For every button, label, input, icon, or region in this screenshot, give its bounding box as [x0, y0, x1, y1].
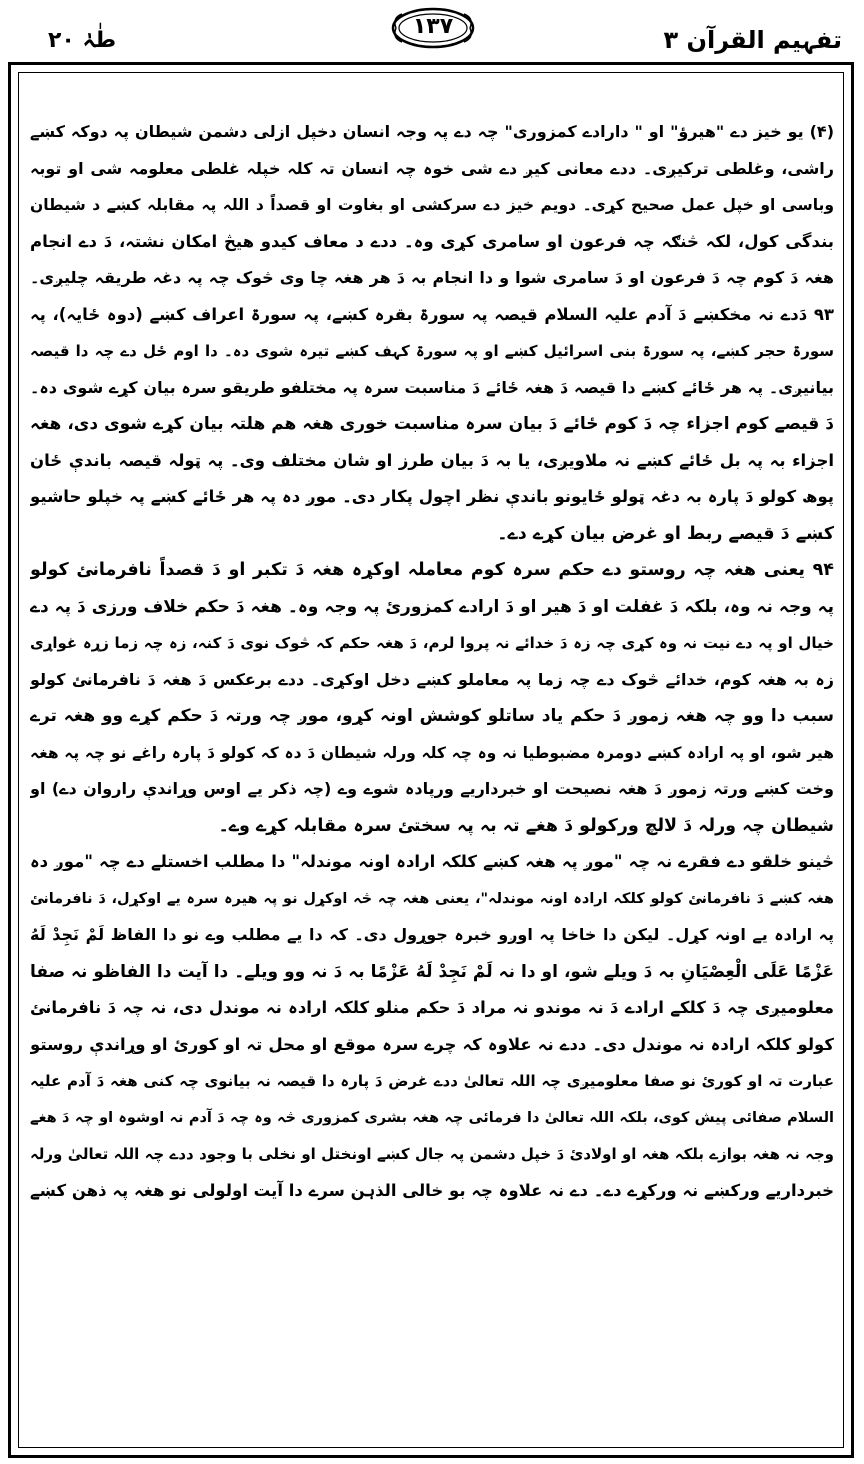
text-line: کښے دَ قیصے ربط او غرض بیان کړے دے۔ — [497, 523, 834, 544]
surah-label: طٰہٰ ۲۰ — [48, 28, 117, 53]
text-line: بیانیږی۔ پہ ھر ځائے کښے دا قیصہ دَ ھغہ ځائے دَ مناسبت سرہ پہ مختلفو طریقو سرہ بیان کړے شوی دہ۔ — [30, 377, 834, 397]
text-line: عَزْمًا عَلَى الْعِصْيَانِ بہ دَ ویلے شو، او دا نہ لَمْ نَجِدْ لَهُ عَزْمًا بہ دَ نہ وو ویلے۔ دا آیت دا الفاظو نہ صفا — [30, 961, 834, 982]
commentary-body — [30, 114, 834, 1209]
text-line: السلام صفائی پیش کوی، بلکہ اللہ تعالیٰ دا فرمائی چہ ھغہ بشری کمزوری څہ وہ چہ دَ آدم نہ اوشوہ او چہ دَ ھغے — [30, 1109, 834, 1126]
text-line: سورۃ حجر کښے، پہ سورۃ بنی اسرائیل کښے او پہ سورۃ کہف کښے تیرہ شوی دہ۔ دا اوم ځل دے چہ دا قیصہ — [30, 342, 834, 360]
text-line: راشی، وغلطی ترکیږی۔ ددے معانی کیږ دے شی خوہ چہ انسان تہ کلہ خپلہ غلطی معلومہ شی او توبہ — [30, 158, 834, 178]
paragraph-note-94 — [30, 552, 834, 844]
text-line: څینو خلقو دے فقرے نہ چہ "موږ پہ ھغہ کښے کلکہ ارادہ اونہ موندلہ" دا مطلب اخستلے دے چہ "موږ دہ — [30, 852, 834, 871]
text-line: زہ بہ ھغہ کوم، خدائے څوک دے چہ زما پہ معاملو کښے دخل اوکړی۔ ددے برعکس دَ ھغہ دَ نافرمانئ کولو — [30, 669, 834, 689]
text-line: اجزاء بہ پہ بل ځائے کښے نہ ملاویږی، یا بہ دَ بیان طرز او شان مختلف وی۔ پہ ټولہ قیصہ باندې ځان — [30, 450, 834, 470]
text-line: کولو کلکہ ارادہ نہ موندل دی۔ ددے نہ علاوہ کہ چرے سرہ موقع او محل تہ او کورئ او وړاندې روستو — [30, 1034, 834, 1054]
page-number-badge — [390, 6, 476, 50]
text-line: دَ قیصے کوم اجزاء چہ دَ کوم ځائے دَ بیان سرہ مناسبت خوری ھغہ ھم ھلتہ بیان کړے شوی دی، ھغہ — [30, 414, 834, 434]
paragraph-note-4 — [30, 114, 834, 297]
paragraph-note-93 — [30, 297, 834, 553]
text-line: ھغہ کښے دَ نافرمانئ کولو کلکہ ارادہ اونہ موندلہ"، یعنی ھغہ چہ څہ اوکړل نو پہ ھیرہ سرہ یے اوکړل، دَ نافرمانئ — [30, 890, 834, 907]
text-line: وباسی او خپل عمل صحیح کړی۔ دویم خیز دے سرکشی او بغاوت او قصداً د اللہ پہ مقابلہ کښے د شیطان — [30, 196, 834, 214]
page-number: ۱۳۷ — [412, 14, 454, 39]
text-line: وخت کښے ورتہ زموږ دَ ھغہ نصیحت او خبرداریے ورپادہ شوے وے (چہ ذکر یے اوس وړاندې راروان دے) او — [30, 779, 834, 798]
text-line: خبرداریے ورکښے نہ ورکړے دے۔ دے نہ علاوہ چہ بو خالی الذہن سرے دا آیت اولولی نو ھغہ پہ ذھن کښے — [30, 1180, 834, 1200]
text-line: ۹۴ یعنی ھغہ چہ روستو دے حکم سرہ کوم معاملہ اوکړہ ھغہ دَ تکبر او دَ قصداً نافرمانئ کولو — [30, 560, 834, 580]
text-line: بندگی کول، لکہ څنګہ چہ فرعون او سامری کړی وہ۔ ددے د معاف کیدو هیڅ امکان نشتہ، دَ دے انجام — [30, 231, 834, 251]
text-line: عبارت تہ او کورئ نو صفا معلومیږی چہ اللہ تعالیٰ ددے غرض دَ پارہ دا قیصہ نہ بیانوی چہ کنی ھغہ دَ آدم علیہ — [30, 1072, 834, 1090]
text-line: سبب دا وو چہ ھغہ زموږ دَ حکم یاد ساتلو کوشش اونہ کړو، موږ چہ ورتہ دَ حکم کړے وو ھغہ ترے — [30, 706, 834, 726]
text-line: معلومیږی چہ دَ کلکے ارادے دَ نہ موندو نہ مراد دَ حکم منلو کلکہ ارادہ نہ موندل دی، نہ چہ دَ نافرمانئ — [30, 998, 834, 1017]
page-header — [0, 0, 864, 62]
text-line: (۴) یو خیز دے "ھیرؤ" او " دارادے کمزوری" چہ دے پہ وجہ انسان دخپل ازلی دشمن شیطان پہ دوکہ کښے — [30, 122, 834, 141]
text-line: ھغہ دَ کوم چہ دَ فرعون او دَ سامری شوا و دا انجام بہ دَ ھر ھغہ چا وی څوک چہ پہ دغہ طریقہ چلیږی۔ — [30, 268, 834, 287]
paragraph-interpretation — [30, 844, 834, 1209]
text-line: وجہ نہ ھغہ بوازے بلکہ ھغہ او اولادئ دَ خپل دشمن پہ جال کښے اونختل او نخلی با وجود ددے چہ اللہ تعالیٰ ورلہ — [30, 1145, 834, 1163]
text-line: ھیر شو، او پہ ارادہ کښے دومرہ مضبوطیا نہ وہ چہ کلہ ورلہ شیطان دَ دہ کہ کولو دَ پارہ راغے نو چہ پہ ھغہ — [30, 743, 834, 762]
text-line: شیطان چہ ورلہ دَ لالچ ورکولو دَ ھغے تہ بہ پہ سختئ سرہ مقابلہ کړے وے۔ — [218, 815, 834, 836]
text-line: پہ ارادہ یے اونہ کړل۔ لیکن دا خاخا پہ اوږو خبرہ جوړول دی۔ کہ دا یے مطلب وے نو دا الفاظ لَمْ نَجِدْ لَهُ — [30, 925, 834, 944]
text-line: خیال او پہ دے نیت نہ وہ کړی چہ زہ دَ خدائے نہ پروا لرم، دَ ھغہ حکم کہ څوک نوی دَ کنہ، زہ چہ زما زړہ غواړی — [30, 634, 834, 652]
book-title: تفہیم القرآن ۳ — [663, 26, 842, 54]
text-line: پہ وجہ نہ وہ، بلکہ دَ غفلت او دَ ھیر او دَ ارادے کمزورئ پہ وجہ وہ۔ ھغہ دَ حکم خلاف ورزی دَ پہ دے — [30, 596, 834, 617]
text-line: ۹۳ دَدے نہ مخکښے دَ آدم علیہ السلام قیصہ پہ سورۃ بقرہ کښے، پہ سورۃ اعراف کښے (دوہ ځایہ)، پہ — [30, 304, 834, 324]
text-line: پوھ کولو دَ پارہ بہ دغہ ټولو ځایونو باندې نظر اچول پکار دی۔ موږ دہ پہ ھر ځائے کښے پہ خپلو حاشیو — [30, 487, 834, 506]
